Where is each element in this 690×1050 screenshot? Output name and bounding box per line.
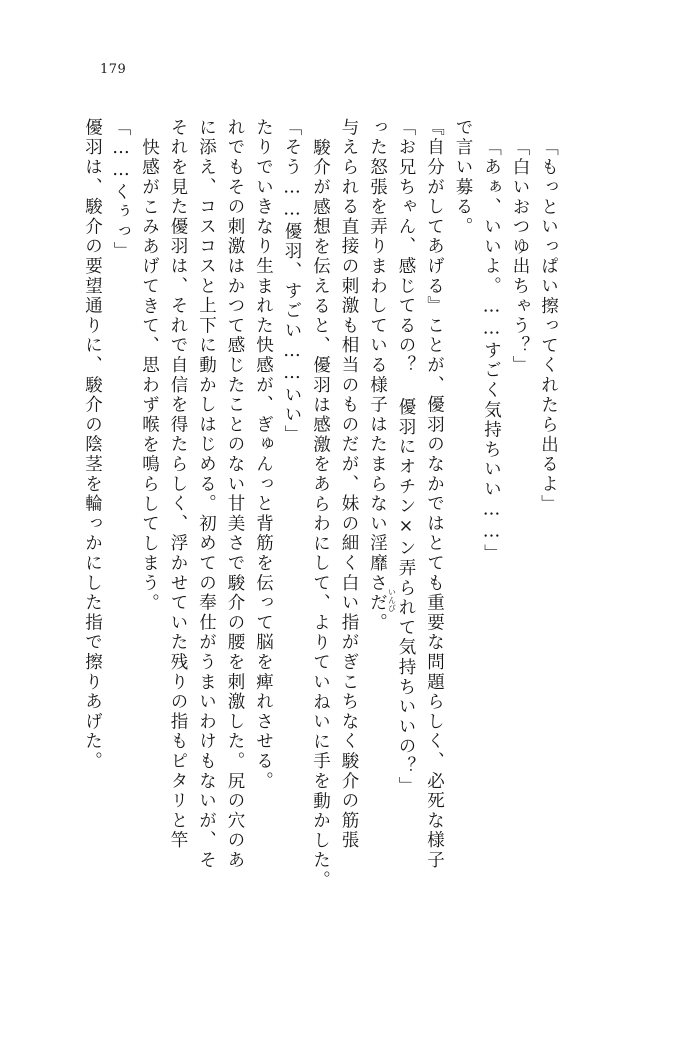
text-column: 「……くぅっ」 <box>111 118 131 262</box>
text-column: 快感がこみあげてきて、思わず喉を鳴らしてしまう。 <box>139 138 160 614</box>
text-column: れでもその刺激はかつて感じたことのない甘美さで駿介の腰を刺激した。尻の穴のあ <box>225 118 245 871</box>
text-column: 「そう……優羽、すごい……いい」 <box>282 118 302 445</box>
text-column: 駿介が感想を伝えると、優羽は感激をあらわにして、よりていねいに手を動かした。 <box>310 138 331 891</box>
text-column: 「お兄ちゃん、感じてるの？ 優羽にオチン×ン弄られて気持ちいいの？」 <box>396 118 416 797</box>
text-column: それを見た優羽は、それで自信を得たらしく、浮かせていた残りの指もピタリと竿 <box>168 118 188 851</box>
text-column: で言い募る。 <box>453 118 473 237</box>
text-column: 与えられる直接の刺激も相当のものだが、妹の細く白い指がぎこちなく駿介の筋張 <box>339 118 359 851</box>
text-column: 優羽は、駿介の要望通りに、駿介の陰茎を輪っかにした指で擦りあげた。 <box>82 118 103 772</box>
page-number: 179 <box>100 62 127 77</box>
text-column: たりでいきなり生まれた快感が、ぎゅんっと背筋を伝って脳を痺れさせる。 <box>253 118 274 792</box>
text-column <box>367 118 397 998</box>
text-column: に添え、コスコスと上下に動かしはじめる。初めての奉仕がうまいわけもないが、そ <box>196 118 217 871</box>
vertical-text-body <box>72 118 632 998</box>
ruby-annotation: いんび <box>387 588 397 612</box>
text-column: 「白いおつゆ出ちゃう？」 <box>510 138 530 376</box>
text-column: 『自分がしてあげる』ことが、優羽のなかではとても重要な問題らしく、必死な様子 <box>424 118 445 871</box>
text-column: 「あぁ、いいよ。……すごく気持ちいい……」 <box>481 138 502 564</box>
text-column: 「もっといっぱい擦ってくれたら出るよ」 <box>538 138 559 515</box>
column-text: った怒張を弄りまわしている様子はたまらない淫靡さだ。 <box>367 118 388 633</box>
